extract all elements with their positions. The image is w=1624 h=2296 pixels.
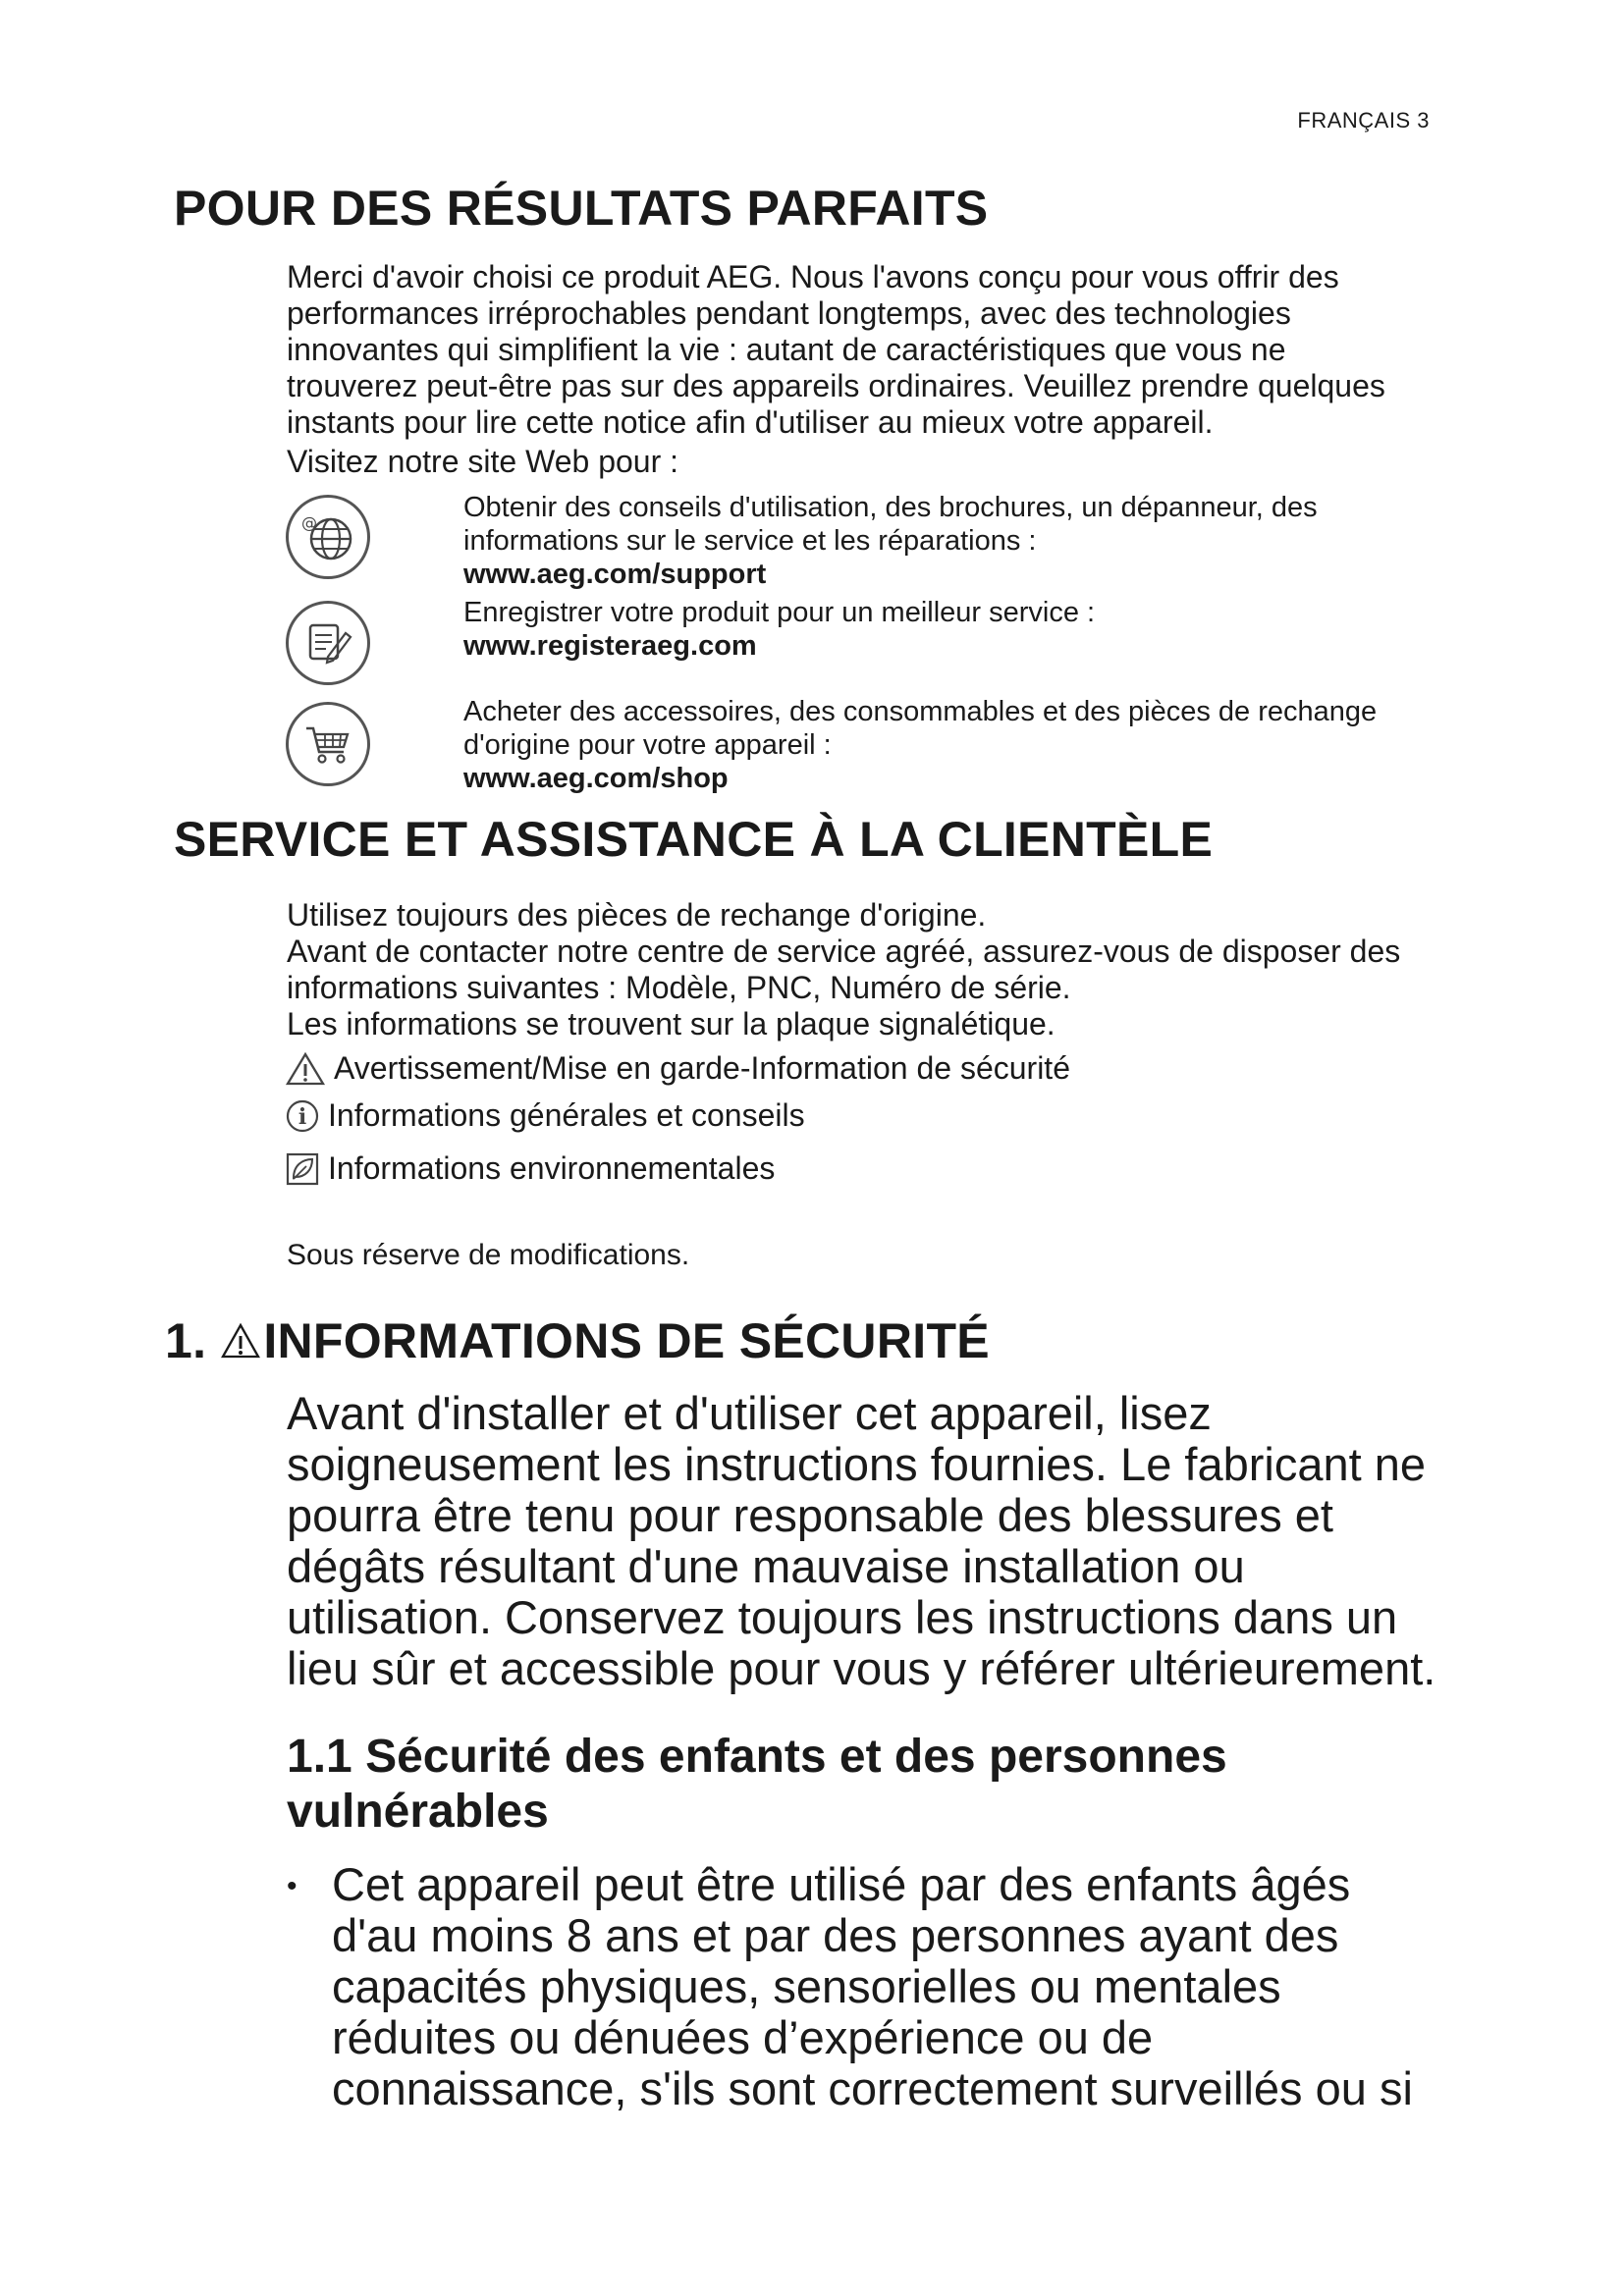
info-icon [285,1098,320,1134]
subsection-title-line: vulnérables [287,1786,549,1838]
bullet-line: d'au moins 8 ans et par des personnes ayant des [332,1909,1339,1961]
section-title-securite [165,1312,990,1369]
intro-line: Merci d'avoir choisi ce produit AEG. Nous l'avons conçu pour vous offrir des [287,259,1339,294]
reserve-text: Sous réserve de modifications. [287,1239,690,1271]
register-icon [286,601,370,685]
safety-line: pourra être tenu pour responsable des blessures et [287,1489,1333,1541]
intro-line: instants pour lire cette notice afin d'utiliser au mieux votre appareil. [287,404,1214,440]
intro-line: innovantes qui simplifient la vie : autant de caractéristiques que vous ne [287,332,1286,367]
service-line: Utilisez toujours des pièces de rechange d'origine. [287,897,987,933]
link-block-support [463,491,1445,591]
support-line1: Obtenir des conseils d'utilisation, des brochures, un dépanneur, des [463,492,1318,523]
subsection-title-line: 1.1 Sécurité des enfants et des personnes [287,1731,1227,1783]
svg-text:i: i [298,1103,307,1130]
service-paragraph [287,897,1494,1042]
safety-line: utilisation. Conservez toujours les instructions dans un [287,1591,1398,1643]
safety-paragraph [287,1388,1494,1694]
warning-icon [285,1051,326,1087]
cart-icon [286,702,370,786]
support-link[interactable]: www.aeg.com/support [463,559,767,590]
section-title-service: SERVICE ET ASSISTANCE À LA CLIENTÈLE [174,812,1214,867]
subsection-title [287,1730,1367,1840]
shop-link[interactable]: www.aeg.com/shop [463,763,729,794]
link-block-shop [463,695,1445,795]
safety-line: soigneusement les instructions fournies. Le fabricant ne [287,1438,1426,1490]
register-link[interactable]: www.registeraeg.com [463,630,757,662]
intro-line: performances irréprochables pendant longtemps, avec des technologies [287,295,1291,331]
legend-env-text: Informations environnementales [328,1150,776,1186]
intro-paragraph [287,259,1485,441]
globe-icon [286,495,370,579]
safety-line: Avant d'installer et d'utiliser cet appareil, lisez [287,1387,1212,1439]
bullet-line: capacités physiques, sensorielles ou mentales [332,1960,1281,2012]
legend-warning-text: Avertissement/Mise en garde-Information de sécurité [334,1050,1070,1086]
page-label: FRANÇAIS 3 [1297,108,1430,133]
leaf-icon [285,1151,320,1187]
section-title-text: INFORMATIONS DE SÉCURITÉ [263,1313,990,1368]
legend-info [285,1097,805,1134]
register-line1: Enregistrer votre produit pour un meilleur service : [463,597,1096,628]
link-block-register [463,596,1445,663]
service-line: Avant de contacter notre centre de service agréé, assurez-vous de disposer des [287,934,1401,969]
legend-env [285,1150,775,1187]
shop-line2: d'origine pour votre appareil : [463,729,832,761]
visit-text: Visitez notre site Web pour : [287,444,679,479]
bullet-line: réduites ou dénuées d’expérience ou de [332,2011,1154,2063]
warning-icon [220,1322,261,1360]
section-number: 1. [165,1313,207,1368]
shop-line1: Acheter des accessoires, des consommables et des pièces de rechange [463,696,1378,727]
service-line: informations suivantes : Modèle, PNC, Numéro de série. [287,970,1071,1005]
bullet-dot: • [287,1870,298,1902]
safety-line: dégâts résultant d'une mauvaise installation ou [287,1540,1245,1592]
bullet-item [287,1859,1504,2114]
intro-line: trouverez peut-être pas sur des appareils ordinaires. Veuillez prendre quelques [287,368,1385,403]
section-title-parfaits: POUR DES RÉSULTATS PARFAITS [174,181,989,236]
safety-line: lieu sûr et accessible pour vous y référer ultérieurement. [287,1642,1436,1694]
service-line: Les informations se trouvent sur la plaque signalétique. [287,1006,1056,1041]
bullet-line: Cet appareil peut être utilisé par des enfants âgés [332,1858,1351,1910]
legend-info-text: Informations générales et conseils [328,1097,805,1133]
svg-text:@: @ [301,513,317,532]
legend-warning [285,1050,1070,1087]
bullet-text [332,1859,1504,2114]
support-line2: informations sur le service et les réparations : [463,525,1037,557]
bullet-line: connaissance, s'ils sont correctement surveillés ou si [332,2062,1413,2114]
